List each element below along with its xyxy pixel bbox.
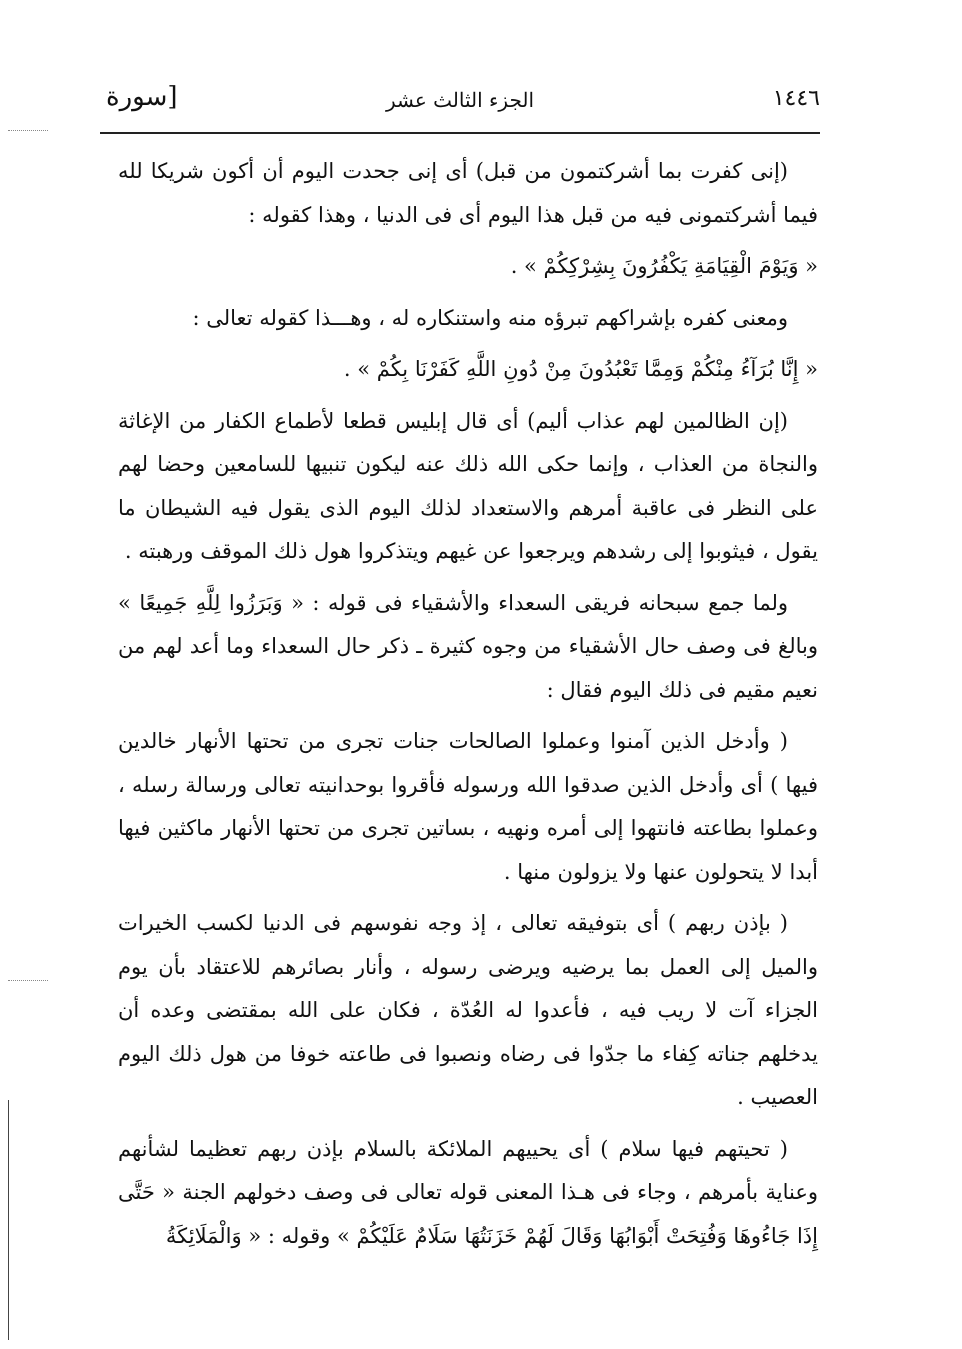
page-header: [100, 80, 820, 130]
quran-quote-1: « وَيَوْمَ الْقِيَامَةِ يَكْفُرُونَ بِشِرْكِكُمْ » .: [510, 254, 818, 278]
binding-edge-line: [8, 1100, 9, 1340]
paragraph-5: ( وأدخل الذين آمنوا وعملوا الصالحات جنات تجرى من تحتها الأنهار خالدين فيها ) أى وأدخل الذين صدقوا الله ورسوله فأقروا بوحدانيته تعالى ورسالة رسله ، وعملوا بطاعته فانتهوا إلى أمره ونهيه ، بساتين تجرى من تحتها الأنهار ماكثين فيها أبدا لا يتحولون عنها ولا يزولون منها .: [118, 729, 818, 884]
margin-scan-mark: [8, 130, 48, 132]
paragraph-4: ولما جمع سبحانه فريقى السعداء والأشقياء فى قوله : « وَبَرَزُوا لِلَّهِ جَمِيعًا » وبالغ فى وصف حال الأشقياء من وجوه كثيرة ـ ذكر حال السعداء وما أعد لهم من نعيم مقيم فى ذلك اليوم فقال :: [118, 590, 818, 702]
paragraph-2: ومعنى كفره بإشراكهم تبرؤه منه واستنكاره له ، وهـــذا كقوله تعالى :: [192, 305, 788, 330]
margin-scan-mark: [8, 980, 48, 982]
paragraph-6: ( بإذن ربهم ) أى بتوفيقه تعالى ، إذ وجه نفوسهم فى الدنيا لكسب الخيرات والميل إلى العمل بما يرضيه ويرضى رسوله ، وأنار بصائرهم للاعتقاد بأن يوم الجزاء آت لا ريب فيه ، فأعدوا له العُدّة ، فكان على الله بمقتضى وعده أن يدخلهم جناته كِفاء ما جدّوا فى رضاه ونصبوا فى طاعته خوفا من هول ذلك اليوم العصيب .: [118, 911, 818, 1109]
juz-title: الجزء الثالث عشر: [385, 88, 535, 112]
paragraph-3: (إن الظالمين لهم عذاب أليم) أى قال إبليس قطعا لأطماع الكفار من الإغاثة والنجاة من العذاب ، وإنما حكى الله ذلك عنه ليكون تنبيها للسامعين وحضا لهم على النظر فى عاقبة أمرهم والاستعداد لذلك اليوم الذى يقول فيه الشيطان ما يقول ، فيثوبوا إلى رشدهم ويرجعوا عن غيهم ويتذكروا هول ذلك الموقف ورهبته .: [118, 408, 818, 563]
page-body: [118, 150, 818, 1266]
page-number: ١٤٤٦: [772, 86, 820, 111]
surah-label: [سورة: [106, 82, 178, 112]
header-rule: [100, 132, 820, 134]
quran-quote-2: « إِنَّا بُرَآءُ مِنْكُمْ وَمِمَّا تَعْبُدُونَ مِنْ دُونِ اللَّهِ كَفَرْنَا بِكُمْ » .: [343, 357, 818, 381]
paragraph-1: (إنى كفرت بما أشركتمون من قبل) أى إنى جحدت اليوم أن أكون شريكا لله فيما أشركتمونى فيه من قبل هذا اليوم أى فى الدنيا ، وهذا كقوله :: [118, 159, 818, 227]
paragraph-7: ( تحيتهم فيها سلام ) أى يحييهم الملائكة بالسلام بإذن ربهم تعظيما لشأنهم وعناية بأمرهم ، وجاء فى هـذا المعنى قوله تعالى فى وصف دخولهم الجنة « حَتَّى إِذَا جَاءُوهَا وَفُتِحَتْ أَبْوَابُهَا وَقَالَ لَهُمْ خَزَنَتُهَا سَلَامٌ عَلَيْكُمْ » وقوله : « وَالْمَلَائِكَةُ: [118, 1136, 818, 1248]
